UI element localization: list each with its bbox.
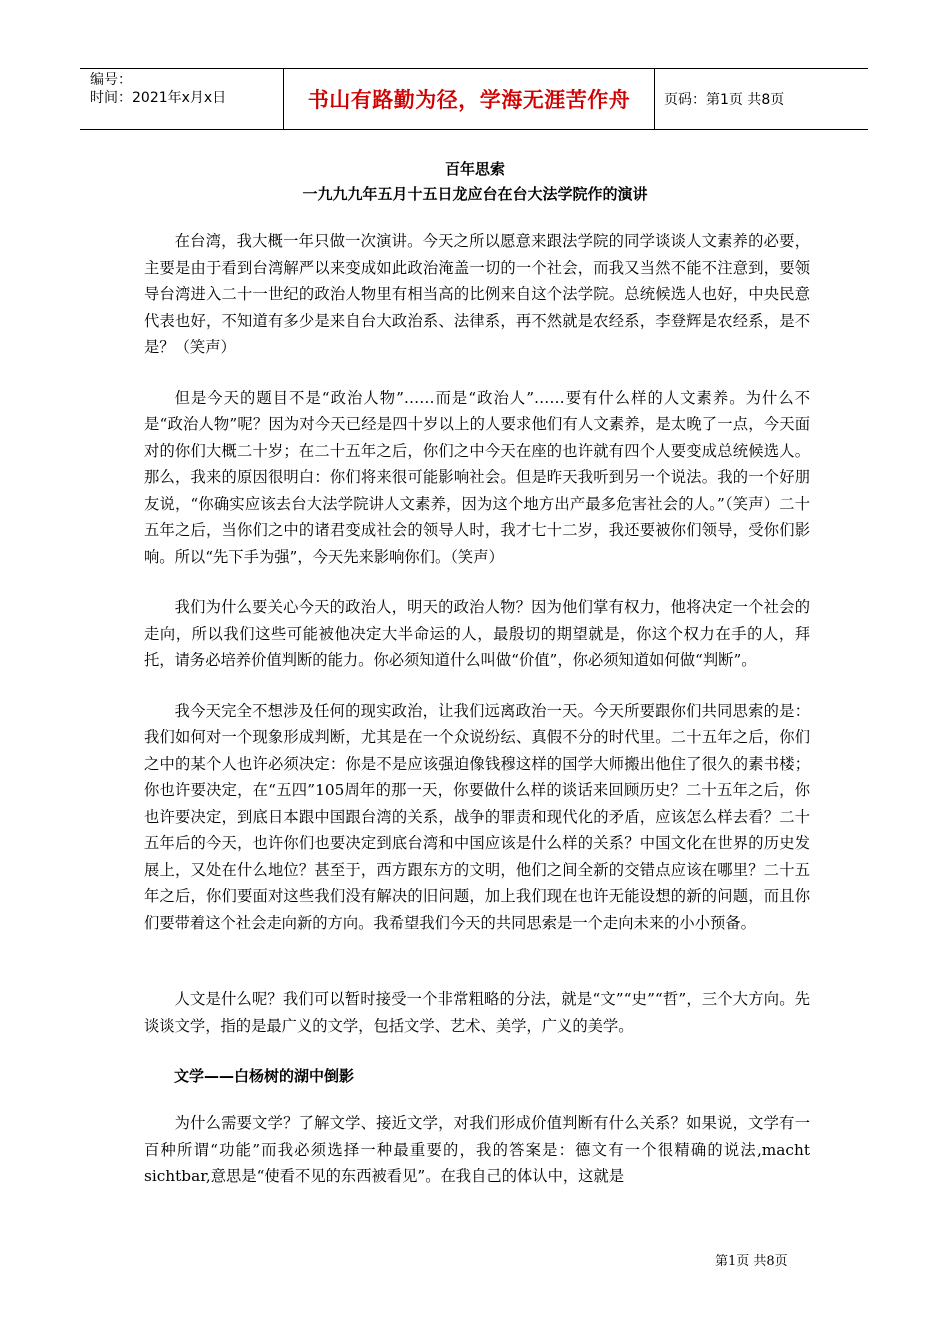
document-number: 编号： xyxy=(90,72,132,88)
section-paragraph-1: 为什么需要文学？了解文学、接近文学，对我们形成价值判断有什么关系？如果说，文学有一百种所谓“功能”而我必须选择一种最重要的，我的答案是：德文有一个很精确的说法,macht sichtbar,意思是“使看不见的东西被看见”。在我自己的体认中，这就是 xyxy=(144,1114,810,1185)
header-motto: 书山有路勤为径，学海无涯苦作舟 xyxy=(283,69,655,129)
document-date: 时间：2021年x月x日 xyxy=(90,90,227,106)
document-body xyxy=(144,228,810,1190)
body-paragraph-5: 人文是什么呢？我们可以暂时接受一个非常粗略的分法，就是“文”“史”“哲”，三个大方向。先谈谈文学，指的是最广义的文学，包括文学、艺术、美学，广义的美学。 xyxy=(144,990,810,1035)
body-paragraph-4: 我今天完全不想涉及任何的现实政治，让我们远离政治一天。今天所要跟你们共同思索的是：我们如何对一个现象形成判断，尤其是在一个众说纷纭、真假不分的时代里。二十五年之后，你们之中的某个人也许必须决定：你是不是应该强迫像钱穆这样的国学大师搬出他住了很久的素书楼；你也许要决定，在“五四”105周年的那一天，你要做什么样的谈话来回顾历史？二十五年之后，你也许要决定，到底日本跟中国跟台湾的关系，战争的罪责和现代化的矛盾，应该怎么样去看？二十五年后的今天，也许你们也要决定到底台湾和中国应该是什么样的关系？中国文化在世界的历史发展上，又处在什么地位？甚至于，西方跟东方的文明，他们之间全新的交错点应该在哪里？二十五年之后，你们要面对这些我们没有解决的旧问题，加上我们现在也许无能设想的新的问题，而且你们要带着这个社会走向新的方向。我希望我们今天的共同思索是一个走向未来的小小预备。 xyxy=(144,701,810,932)
page-footer: 第1页 共8页 xyxy=(715,1254,788,1269)
header-page-number: 页码：第1页 共8页 xyxy=(664,92,785,108)
body-paragraph-2: 但是今天的题目不是“政治人物”……而是“政治人”……要有什么样的人文素养。为什么不是“政治人物”呢？因为对今天已经是四十岁以上的人要求他们有人文素养，是太晚了一点，今天面对的你们大概二十岁；在二十五年之后，你们之中今天在座的也许就有四个人要变成总统候选人。那么，我来的原因很明白：你们将来很可能影响社会。但是昨天我听到另一个说法。我的一个好朋友说，“你确实应该去台大法学院讲人文素养，因为这个地方出产最多危害社会的人。”（笑声）二十五年之后，当你们之中的诸君变成社会的领导人时，我才七十二岁，我还要被你们领导，受你们影响。所以“先下手为强”，今天先来影响你们。（笑声） xyxy=(144,388,810,566)
header-meta xyxy=(90,71,280,107)
body-paragraph-1: 在台湾，我大概一年只做一次演讲。今天之所以愿意来跟法学院的同学谈谈人文素养的必要，主要是由于看到台湾解严以来变成如此政治淹盖一切的一个社会，而我又当然不能不注意到，要领导台湾进入二十一世纪的政治人物里有相当高的比例来自这个法学院。总统候选人也好，中央民意代表也好，不知道有多少是来自台大政治系、法律系，再不然就是农经系，李登辉是农经系，是不是？（笑声） xyxy=(144,232,810,356)
page-header xyxy=(80,68,868,130)
body-paragraph-3: 我们为什么要关心今天的政治人，明天的政治人物？因为他们掌有权力，他将决定一个社会的走向，所以我们这些可能被他决定大半命运的人，最殷切的期望就是，你这个权力在手的人，拜托，请务必培养价值判断的能力。你必须知道什么叫做“价值”，你必须知道如何做“判断”。 xyxy=(144,598,810,669)
section-heading: 文学——白杨树的湖中倒影 xyxy=(174,1067,355,1085)
document-title: 百年思索 xyxy=(444,160,505,178)
document-subtitle: 一九九九年五月十五日龙应台在台大法学院作的演讲 xyxy=(302,185,648,203)
